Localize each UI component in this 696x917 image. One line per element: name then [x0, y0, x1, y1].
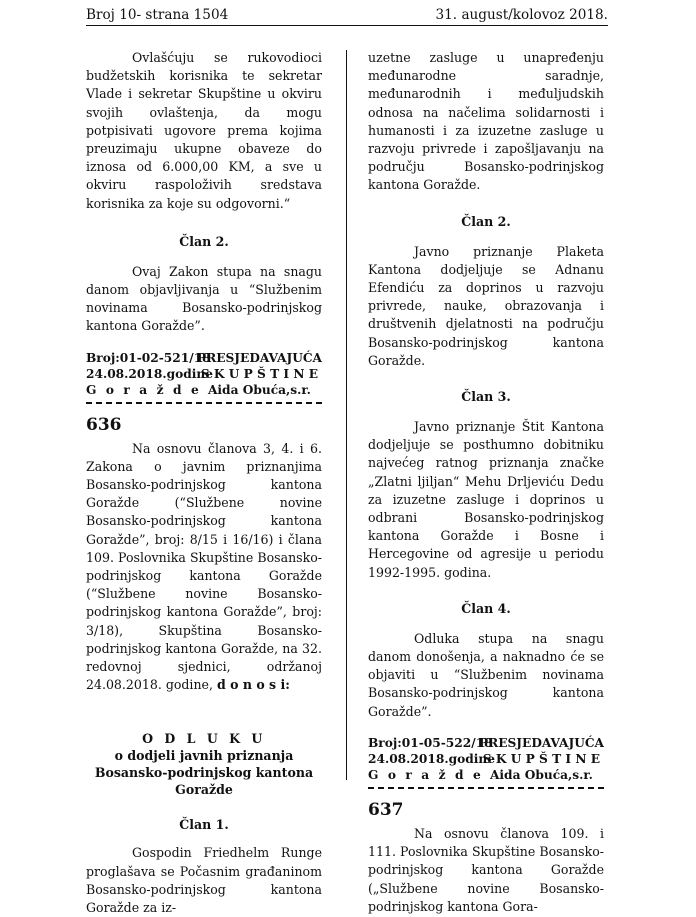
reference-date: 24.08.2018.godine — [86, 366, 213, 381]
signer-name: Aida Obuća,s.r. — [207, 382, 311, 397]
paragraph-legal-basis: Na osnovu članova 109. i 111. Poslovnika Skupštine Bosansko-podrinjskog kantona Goražde („Službene novine Bosansko-podrinjskog kantona Gora- — [368, 825, 604, 914]
decision-subtitle: o dodjeli javnih priznanja Bosansko-podrinjskog kantona Goražde — [94, 748, 314, 798]
article-heading: Član 2. — [461, 213, 511, 229]
legal-basis-verb: d o n o s i: — [216, 677, 290, 693]
article-heading: Član 3. — [461, 389, 511, 405]
paragraph-entry-into-force: Odluka stupa na snagu danom donošenja, a naknadno će se objaviti u “Službenim novinama Bosansko-podrinjskog kantona Goražde”. — [368, 630, 604, 719]
legal-basis-text: Na osnovu članova 3, 4. i 6. Zakona o javnim priznanjima Bosansko-podrinjskog kantona Goražde (“Službene novine Bosansko-podrinjskog kantona Goražde”, broj: 8/15 i 16/16) i člana 109. Poslovnika Skupštine Bosansko-podrinjskog kantona Goražde (“Službene novine Bosansko-podrinjskog kantona Goražde”, broj: 3/18), Skupština Bosansko-podrinjskog kantona Goražde, na 32. redovnoj sjednici, održanoj 24.08.2018. godine, — [86, 440, 322, 693]
paragraph-continuation: uzetne zasluge u unapređenju međunarodne saradnje, međunarodnih i međuljudskih odnosa na načelima solidarnosti i humanosti i za izuzetne zasluge u razvoju privrede i zapošljavanju na području Bosansko-podrinjskog kantona Goražde. — [368, 50, 604, 193]
issue-date: 31. august/kolovoz 2018. — [435, 7, 608, 23]
paragraph-plaque-award: Javno priznanje Plaketa Kantona dodjeljuje se Adnanu Efendiću za doprinos u razvoju privrede, nauke, obrazovanja i društvenih djelatnosti na području Bosansko-podrinjskog kantona Goražde. — [368, 243, 604, 368]
reference-city: G o r a ž d e — [368, 767, 484, 782]
signer-body: S K U P Š T I N E — [482, 751, 601, 766]
article-heading: Član 1. — [179, 817, 229, 833]
reference-number: Broj:01-05-522/18 — [368, 735, 493, 750]
signer-title: PRESJEDAVAJUĆA — [196, 350, 322, 365]
signature-block — [86, 350, 322, 404]
signature-block — [368, 735, 604, 789]
right-column — [368, 49, 604, 916]
issue-page-number: Broj 10- strana 1504 — [86, 7, 229, 23]
signer-body: S K U P Š T I N E — [200, 366, 319, 381]
signer-name: Aida Obuća,s.r. — [489, 767, 593, 782]
reference-date: 24.08.2018.godine — [368, 751, 495, 766]
left-column — [86, 49, 322, 917]
article-heading: Član 4. — [461, 600, 511, 616]
signer-title: PRESJEDAVAJUĆA — [478, 735, 604, 750]
paragraph-honorary-citizen: Gospodin Friedhelm Runge proglašava se Počasnim građaninom Bosansko-podrinjskog kantona Goražde za iz- — [86, 845, 322, 916]
page-header — [86, 7, 608, 27]
reference-number: Broj:01-02-521/18 — [86, 350, 211, 365]
paragraph-legal-basis — [86, 440, 322, 695]
signature-signer — [197, 350, 322, 398]
paragraph-shield-award: Javno priznanje Štit Kantona dodjeljuje se posthumno dobitniku najvećeg ratnog priznanja značke „Zlatni ljiljan“ Mehu Drljeviću Dedu za izuzetne zasluge i doprinos u odbrani Bosansko-podrinjskog kantona Goražde i Bosne i Hercegovine od agresije u periodu 1992-1995. godina. — [368, 419, 604, 580]
header-rule — [86, 25, 608, 26]
paragraph-authorization: Ovlašćuju se rukovodioci budžetskih korisnika te sekretar Vlade i sekretar Skupštine u okviru svojih ovlaštenja, da mogu potpisivati ugovore prema kojima preuzimaju ukupne obaveze do iznosa od 6.000,00 KM, a sve u okviru raspoloživih sredstava korisnika za koje su odgovorni.“ — [86, 50, 322, 211]
decision-title: O D L U K U — [142, 731, 266, 747]
separator-dashed — [368, 787, 604, 789]
column-divider — [346, 50, 347, 780]
signature-ref — [86, 350, 213, 398]
item-number: 636 — [86, 414, 122, 435]
separator-dashed — [86, 402, 322, 404]
paragraph-entry-into-force: Ovaj Zakon stupa na snagu danom objavljivanja u “Službenim novinama Bosansko-podrinjskog kantona Goražde”. — [86, 263, 322, 334]
signature-signer — [479, 735, 604, 783]
item-number: 637 — [368, 799, 404, 820]
article-heading: Član 2. — [179, 233, 229, 249]
reference-city: G o r a ž d e — [86, 382, 202, 397]
signature-ref — [368, 735, 495, 783]
